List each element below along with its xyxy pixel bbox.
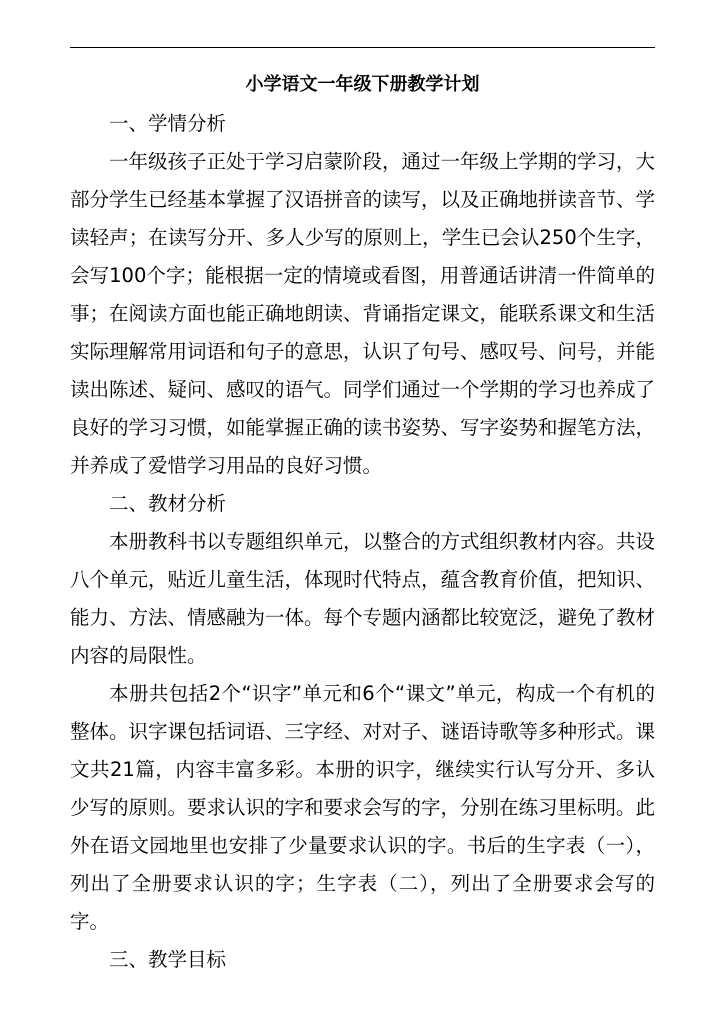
document-body xyxy=(70,105,655,979)
page-title: 小学语文一年级下册教学计划 xyxy=(245,74,480,95)
section-heading-learning-analysis: 一、学情分析 xyxy=(109,112,227,135)
header-rule xyxy=(70,47,655,48)
paragraph: 本册教科书以专题组织单元，以整合的方式组织教材内容。共设八个单元，贴近儿童生活，体现时代特点，蕴含教育价值，把知识、能力、方法、情感融为一体。每个专题内涵都比较宽泛，避免了教材内容的局限性。 xyxy=(70,530,656,667)
section-heading-textbook-analysis: 二、教材分析 xyxy=(109,492,227,515)
paragraph: 一年级孩子正处于学习启蒙阶段，通过一年级上学期的学习，大部分学生已经基本掌握了汉语拼音的读写，以及正确地拼读音节、学读轻声；在读写分开、多人少写的原则上，学生已会认250个生字，会写100个字；能根据一定的情境或看图，用普通话讲清一件简单的事；在阅读方面也能正确地朗读、背诵指定课文，能联系课文和生活实际理解常用词语和句子的意思，认识了句号、感叹号、问号，并能读出陈述、疑问、感叹的语气。同学们通过一个学期的学习也养成了良好的学习习惯，如能掌握正确的读书姿势、写字姿势和握笔方法，并养成了爱惜学习用品的良好习惯。 xyxy=(70,150,656,477)
section-heading-teaching-goals: 三、教学目标 xyxy=(109,948,227,971)
paragraph: 本册共包括2个“识字”单元和6个“课文”单元，构成一个有机的整体。识字课包括词语、三字经、对对子、谜语诗歌等多种形式。课文共21篇，内容丰富多彩。本册的识字，继续实行认写分开、多认少写的原则。要求认识的字和要求会写的字，分别在练习里标明。此外在语文园地里也安排了少量要求认识的字。书后的生字表（一），列出了全册要求认识的字；生字表（二），列出了全册要求会写的字。 xyxy=(70,682,656,933)
